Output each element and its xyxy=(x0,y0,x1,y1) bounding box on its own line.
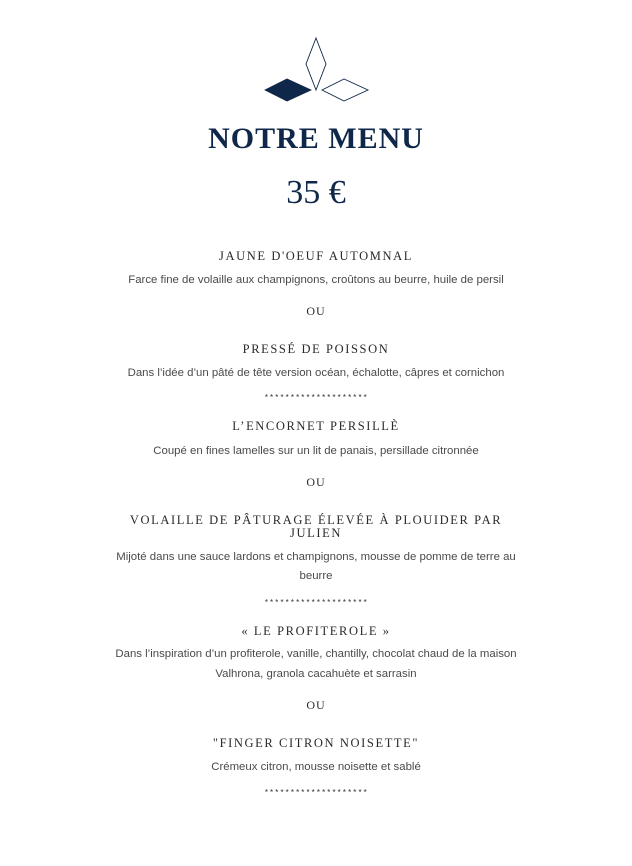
logo-vertical-diamond xyxy=(306,38,326,90)
dish-description: Crémeux citron, mousse noisette et sablé xyxy=(211,761,421,773)
logo-outline-diamond xyxy=(322,79,368,101)
dish-description: Farce fine de volaille aux champignons, croûtons au beurre, huile de persil xyxy=(128,274,504,286)
menu-price: 35 € xyxy=(286,174,346,211)
dish-description-continued: beurre xyxy=(299,570,333,582)
course-divider: ******************** xyxy=(263,394,368,403)
dish-title: L’ENCORNET PERSILLÈ xyxy=(232,419,400,433)
dish-title: PRESSÉ DE POISSON xyxy=(242,342,390,356)
course-divider: ******************** xyxy=(263,789,368,798)
course-divider: ******************** xyxy=(263,599,368,608)
or-separator: OU xyxy=(306,475,326,489)
page-title: NOTRE MENU xyxy=(208,122,424,155)
dish-title-continued: JULIEN xyxy=(290,526,342,540)
dish-description: Coupé en fines lamelles sur un lit de panais, persillade citronnée xyxy=(153,445,479,457)
logo-filled-diamond xyxy=(265,79,311,101)
dish-title: VOLAILLE DE PÂTURAGE ÉLEVÉE À PLOUIDER PAR xyxy=(129,513,503,527)
dish-description-continued: Valhrona, granola cacahuète et sarrasin xyxy=(215,668,417,680)
or-separator: OU xyxy=(306,698,326,712)
dish-title: JAUNE D'OEUF AUTOMNAL xyxy=(219,249,413,263)
or-separator: OU xyxy=(306,304,326,318)
dish-title: "FINGER CITRON NOISETTE" xyxy=(212,736,420,750)
dish-title: « LE PROFITEROLE » xyxy=(241,624,391,638)
dish-description: Dans l’idée d’un pâté de tête version océan, échalotte, câpres et cornichon xyxy=(127,367,505,379)
dish-description: Mijoté dans une sauce lardons et champignons, mousse de pomme de terre au xyxy=(116,551,516,563)
dish-description: Dans l’inspiration d’un profiterole, vanille, chantilly, chocolat chaud de la maison xyxy=(115,648,517,660)
diamond-logo-icon xyxy=(262,36,372,104)
